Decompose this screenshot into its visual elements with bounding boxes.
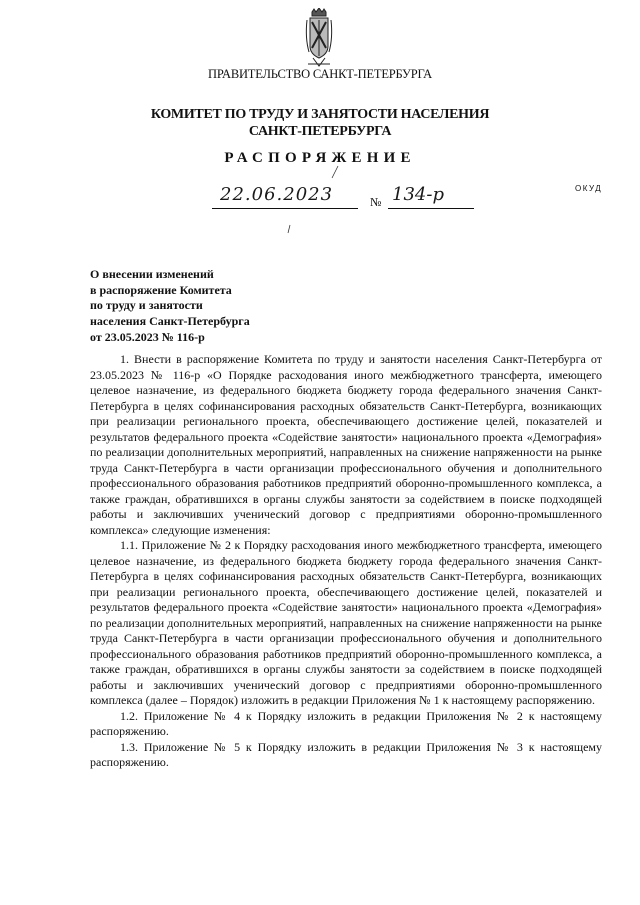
body-paragraph: 1.1. Приложение № 2 к Порядку расходования иного межбюджетного трансферта, имеющего целевое назначение, из федерального бюджета бюджету города федерального значения Санкт-Петербурга в целях софинансирования расходных обязательств Санкт-Петербурга, возникающих при реализации регионального проекта, обеспечивающего достижение целей, показателей и результатов федерального проекта «Содействие занятости» национального проекта «Демография» по реализации дополнительных мероприятий, направленных на снижение напряженности на рынке труда Санкт-Петербурга в части организации профессионального обучения и дополнительного профессионального образования работников предприятий оборонно-промышленного комплекса, а также граждан, обратившихся в органы службы занятости за содействием в поиске подходящей работы и заключивших ученический договор с предприятиями оборонно-промышленного комплекса (далее – Порядок) изложить в редакции Приложения № 1 к настоящему распоряжению. xyxy=(90,538,602,707)
body-paragraph: 1.3. Приложение № 5 к Порядку изложить в редакции Приложения № 3 к настоящему распоряжению. xyxy=(90,739,602,769)
number-underline xyxy=(388,208,474,209)
okud-label: ОКУД xyxy=(575,184,603,193)
document-body xyxy=(90,352,602,771)
pen-stroke-mark xyxy=(286,224,292,234)
document-type-heading: РАСПОРЯЖЕНИЕ xyxy=(224,150,416,166)
handwritten-date: 22.06.2023 xyxy=(220,184,334,205)
committee-title-line: КОМИТЕТ ПО ТРУДУ И ЗАНЯТОСТИ НАСЕЛЕНИЯ xyxy=(150,107,490,122)
subject-line: по труду и занятости xyxy=(90,298,203,313)
subject-line: в распоряжение Комитета xyxy=(90,282,232,297)
committee-title xyxy=(0,106,640,140)
coat-of-arms-icon xyxy=(304,8,334,70)
subject-line: от 23.05.2023 № 116-р xyxy=(90,329,205,344)
subject-line: О внесении изменений xyxy=(90,267,214,281)
pen-stroke-mark xyxy=(330,165,340,179)
document-subject xyxy=(90,267,310,346)
number-sign: № xyxy=(370,195,382,209)
handwritten-number: 134-р xyxy=(392,184,444,205)
committee-title-line: САНКТ-ПЕТЕРБУРГА xyxy=(248,124,392,139)
date-underline xyxy=(212,208,358,209)
body-paragraph: 1. Внести в распоряжение Комитета по труду и занятости населения Санкт-Петербурга от 23.05.2023 № 116-р «О Порядке расходования иного межбюджетного трансферта, имеющего целевое назначение, из федерального бюджета бюджету города федерального значения Санкт-Петербурга в целях софинансирования расходных обязательств Санкт-Петербурга, возникающих при реализации регионального проекта, обеспечивающего достижение целей, показателей и результатов федерального проекта «Содействие занятости» национального проекта «Демография» по реализации дополнительных мероприятий, направленных на снижение напряженности на рынке труда Санкт-Петербурга в части организации профессионального обучения и дополнительного профессионального образования работников предприятий оборонно-промышленного комплекса, а также граждан, обратившихся в органы службы занятости за содействием в поиске подходящей работы и заключивших ученический договор с предприятиями оборонно-промышленного комплекса» следующие изменения: xyxy=(90,352,602,537)
body-paragraph: 1.2. Приложение № 4 к Порядку изложить в редакции Приложения № 2 к настоящему распоряжению. xyxy=(90,708,602,738)
subject-line: населения Санкт-Петербурга xyxy=(90,314,250,329)
government-title: ПРАВИТЕЛЬСТВО САНКТ-ПЕТЕРБУРГА xyxy=(208,67,432,81)
